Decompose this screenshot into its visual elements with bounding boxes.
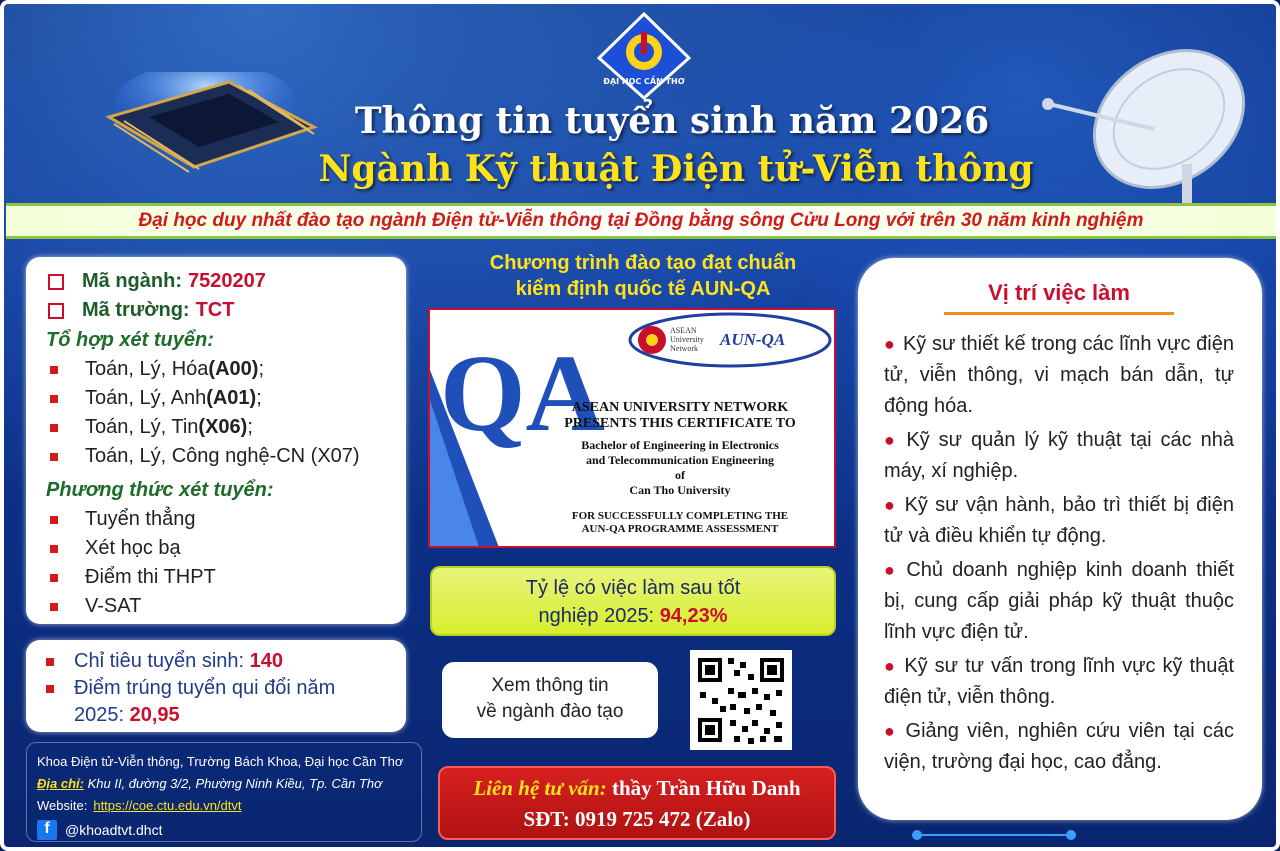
quota-panel — [26, 640, 406, 732]
jobs-title: Vị trí việc làm — [944, 278, 1174, 315]
score-value: 20,95 — [129, 704, 180, 726]
aun-network-label: ASEAN University Network — [670, 326, 704, 353]
poster-subtitle: Ngành Kỹ thuật Điện tử-Viễn thông — [318, 148, 1034, 190]
program-info-button[interactable] — [442, 662, 658, 738]
info-button-label: Xem thông tin — [491, 675, 609, 696]
quota-row — [44, 648, 406, 675]
hotline-label: Liên hệ tư vấn: — [473, 776, 607, 800]
decorative-slider — [916, 834, 1076, 836]
accreditation-title-line: Chương trình đào tạo đạt chuẩn — [489, 252, 797, 274]
list-item: ● Chủ doanh nghiệp kinh doanh thiết bị, cung cấp giải pháp kỹ thuật thuộc lĩnh vực điện tử. — [884, 559, 1234, 643]
university-logo-icon — [597, 12, 691, 100]
school-code-row — [48, 296, 406, 325]
poster-title: Thông tin tuyển sinh năm 2026 — [354, 100, 990, 142]
bullet-icon — [46, 658, 54, 666]
checkbox-icon — [48, 303, 64, 319]
bullet-icon — [50, 545, 58, 553]
employment-rate-box — [430, 566, 836, 636]
accreditation-title-line: kiểm định quốc tế AUN-QA — [515, 278, 771, 300]
accreditation-title — [428, 250, 858, 302]
employment-text: Tỷ lệ có việc làm sau tốt — [525, 577, 741, 599]
address-label: Địa chỉ: — [37, 776, 84, 791]
method-text: Xét học bạ — [85, 537, 181, 559]
major-code-label: Mã ngành: — [82, 270, 182, 292]
combo-tail: ; — [247, 416, 253, 438]
list-item: ● Kỹ sư quản lý kỹ thuật tại các nhà máy, xí nghiệp. — [884, 429, 1234, 482]
list-item — [48, 505, 406, 534]
combos-title: Tổ hợp xét tuyển: — [46, 329, 214, 351]
bullet-icon: ● — [884, 560, 899, 580]
major-code-value: 7520207 — [188, 270, 266, 292]
score-row — [44, 675, 406, 729]
combo-text: Toán, Lý, Tin — [85, 416, 199, 438]
facebook-icon: f — [37, 820, 57, 840]
bullet-icon — [50, 453, 58, 461]
method-text: Tuyển thẳng — [85, 508, 196, 530]
methods-title: Phương thức xét tuyển: — [46, 479, 274, 501]
method-text: Điểm thi THPT — [85, 566, 216, 588]
cert-heading: ASEAN UNIVERSITY NETWORK PRESENTS THIS CERTIFICATE TO — [564, 400, 796, 431]
facebook-handle: @khoadtvt.dhct — [65, 822, 163, 838]
list-item — [48, 442, 406, 471]
cert-program: Bachelor of Engineering in Electronics and Telecommunication Engineering of Can Tho University — [581, 438, 779, 497]
combo-text: Toán, Lý, Anh — [85, 387, 207, 409]
combo-tail: ; — [256, 387, 262, 409]
qa-logo-icon: QA — [440, 332, 605, 454]
qr-code-icon[interactable] — [690, 650, 792, 750]
bullet-icon: ● — [884, 430, 899, 450]
list-item — [48, 563, 406, 592]
bullet-icon — [50, 574, 58, 582]
list-item: ● Kỹ sư tư vấn trong lĩnh vực kỹ thuật điện tử, viễn thông. — [884, 655, 1235, 708]
hotline-box — [438, 766, 836, 840]
website-label: Website: — [37, 798, 88, 813]
combo-code: (A00) — [208, 358, 259, 380]
aunqa-certificate-image — [428, 308, 836, 548]
bullet-icon — [50, 395, 58, 403]
website-link[interactable]: https://coe.ctu.edu.vn/dtvt — [93, 798, 242, 813]
highlight-banner: Đại học duy nhất đào tạo ngành Điện tử-Viễn thông tại Đồng bằng sông Cửu Long với trên 30 năm kinh nghiệm — [6, 203, 1276, 239]
hotline-name: thầy Trần Hữu Danh — [606, 776, 801, 800]
employment-rate-value: 94,23% — [659, 605, 728, 627]
bullet-icon — [50, 603, 58, 611]
logo-text: ĐẠI HỌC CẦN THƠ — [603, 77, 685, 86]
jobs-panel — [858, 258, 1262, 820]
hotline-phone: SĐT: 0919 725 472 (Zalo) — [523, 807, 751, 831]
school-code-label: Mã trường: — [82, 299, 190, 321]
method-text: V-SAT — [85, 595, 142, 617]
address-text: Khu II, đường 3/2, Phường Ninh Kiều, Tp. Cần Thơ — [87, 776, 383, 791]
list-item: ● Kỹ sư vận hành, bảo trì thiết bị điện tử và điều khiển tự động. — [884, 494, 1234, 547]
list-item — [48, 534, 406, 563]
bullet-icon: ● — [884, 656, 897, 676]
facebook-link[interactable] — [37, 819, 411, 841]
bullet-icon: ● — [884, 721, 898, 741]
bullet-icon: ● — [884, 334, 895, 354]
info-button-label: về ngành đào tạo — [476, 701, 624, 722]
bullet-icon: ● — [884, 495, 897, 515]
bullet-icon — [50, 516, 58, 524]
quota-label: Chỉ tiêu tuyển sinh: — [74, 650, 250, 672]
list-item — [48, 592, 406, 621]
list-item — [48, 355, 406, 384]
bullet-icon — [46, 685, 54, 693]
combo-code: (A01) — [206, 387, 257, 409]
checkbox-icon — [48, 274, 64, 290]
major-code-row — [48, 267, 406, 296]
faculty-name: Khoa Điện tử-Viễn thông, Trường Bách Khoa, Đại học Cần Thơ — [37, 754, 404, 769]
bullet-icon — [50, 366, 58, 374]
contact-info — [26, 742, 422, 842]
score-label: Điểm trúng tuyển qui đổi năm — [74, 677, 336, 699]
combo-text: Toán, Lý, Công nghệ-CN (X07) — [85, 445, 360, 467]
list-item: ● Kỹ sư thiết kế trong các lĩnh vực điện tử, viễn thông, vi mạch bán dẫn, tự động hóa. — [884, 333, 1234, 417]
aunqa-badge: AUN-QA — [720, 330, 786, 349]
list-item — [48, 413, 406, 442]
bullet-icon — [50, 424, 58, 432]
employment-text: nghiệp 2025: — [538, 605, 660, 627]
admission-info-panel — [26, 257, 406, 624]
quota-value: 140 — [249, 650, 284, 672]
combo-tail: ; — [258, 358, 264, 380]
score-label-year: 2025: — [74, 704, 130, 726]
cert-footer: FOR SUCCESSFULLY COMPLETING THE AUN-QA PROGRAMME ASSESSMENT — [571, 510, 789, 535]
list-item: ● Giảng viên, nghiên cứu viên tại các viện, trường đại học, cao đẳng. — [884, 720, 1234, 773]
combo-text: Toán, Lý, Hóa — [85, 358, 209, 380]
list-item — [48, 384, 406, 413]
combo-code: (X06) — [198, 416, 248, 438]
school-code-value: TCT — [195, 299, 235, 321]
